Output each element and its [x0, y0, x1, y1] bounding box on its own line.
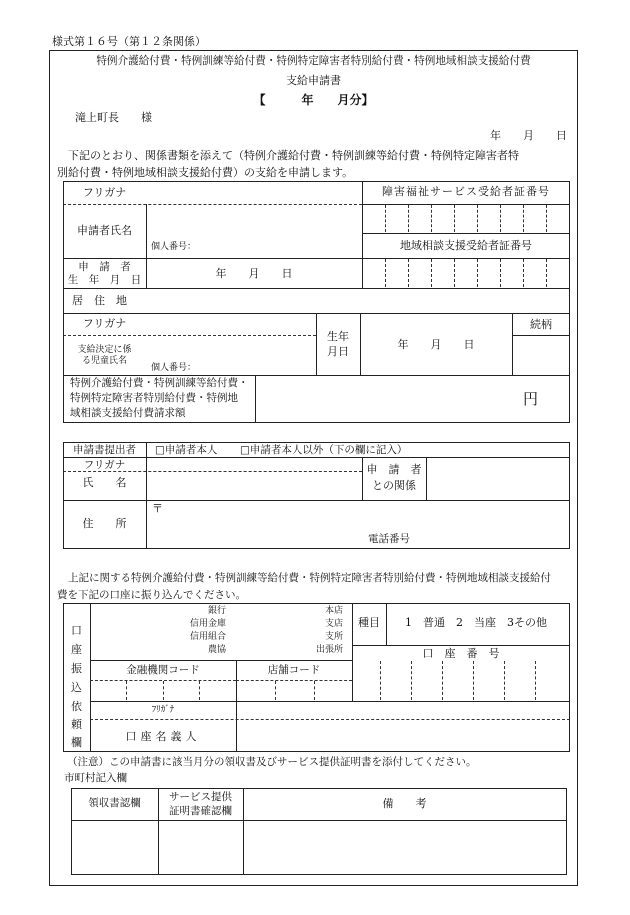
child-name-label-2: る児童氏名: [81, 356, 127, 366]
postal-mark: 〒: [152, 502, 163, 515]
submitter-option-other[interactable]: □申請者本人以外（下の欄に記入）: [240, 444, 408, 456]
submitter-label: 申請書提出者: [73, 444, 136, 456]
intro-line-1: 下記のとおり、関係書類を添えて（特例介護給付費・特例訓練等給付費・特例特定障害者特: [68, 149, 519, 162]
amount-label-2: 特例特定障害者特別給付費・特例地: [70, 392, 238, 404]
applicant-birth-date: 年 月 日: [215, 267, 293, 280]
bank-side-label-3: 振: [71, 662, 82, 675]
applicant-birth-label-1: 申 請 者: [78, 261, 131, 273]
title-line-1: 特例介護給付費・特例訓練等給付費・特例特定障害者特別給付費・特例地域相談支援給付費: [96, 55, 531, 67]
amount-label-1: 特例介護給付費・特例訓練等給付費・: [70, 377, 249, 389]
service-cert-check-col-2: 証明書確認欄: [169, 805, 232, 817]
month-bracket: 【 年 月分】: [253, 93, 374, 107]
branch-type-sub: 出張所: [316, 645, 344, 655]
submitter-name-label: 氏 名: [82, 476, 127, 489]
frame-bottom: [49, 885, 578, 886]
holder-label: 口座名義人: [125, 730, 201, 743]
applicant-name-label: 申請者氏名: [77, 224, 132, 237]
child-birth-label-2: 月日: [327, 345, 349, 358]
applicant-mynumber-label: 個人番号：: [151, 242, 197, 252]
child-furigana-label: フリガナ: [82, 317, 127, 330]
branch-type-branch: 支店: [325, 619, 344, 629]
child-birth-label-1: 生年: [327, 330, 349, 343]
bank-side-label-1: 口: [71, 624, 82, 637]
institution-type-nokyo: 農協: [208, 645, 227, 655]
bank-side-label-6: 頼: [71, 718, 82, 731]
applicant-birth-label-2: 生 年 月 日: [67, 274, 142, 286]
remarks-col: 備 考: [382, 797, 427, 810]
bank-side-label-4: 込: [71, 681, 82, 694]
submitter-option-self[interactable]: □申請者本人: [155, 444, 218, 456]
form-number: 様式第１６号（第１２条関係）: [52, 35, 206, 48]
branch-code-label: 店舗コード: [267, 664, 321, 676]
child-birth-date: 年 月 日: [397, 338, 475, 351]
holder-furigana-label: ﾌﾘｶﾞﾅ: [151, 705, 175, 715]
bank-intro-line-2: 費を下記の口座に振り込んでください。: [57, 589, 246, 601]
bank-side-label-2: 座: [71, 643, 82, 656]
title-line-2: 支給申請書: [286, 74, 341, 87]
submitter-furigana-label: フリガナ: [83, 459, 126, 471]
application-date: 年 月 日: [490, 129, 567, 142]
institution-type-shinkin: 信用金庫: [190, 619, 227, 629]
receipt-check-col: 領収書認欄: [88, 797, 141, 809]
frame-top: [49, 50, 578, 51]
account-type-label: 種目: [358, 616, 380, 629]
account-type-options: 1 普通 2 当座 3その他: [405, 616, 547, 629]
institution-type-bank: 銀行: [208, 606, 227, 616]
amount-yen-unit: 円: [523, 390, 539, 408]
submitter-relation-label-2: との関係: [372, 479, 416, 492]
intro-line-2: 別給付費・特例地域相談支援給付費）の支給を申請します。: [57, 166, 354, 179]
frame-left: [49, 50, 50, 886]
institution-code-label: 金融機関コード: [126, 664, 200, 676]
applicant-furigana-label: フリガナ: [82, 186, 127, 199]
phone-label: 電話番号: [368, 533, 410, 545]
service-cert-number-label: 障害福祉サービス受給者証番号: [382, 185, 550, 198]
attachment-note: （注意）この申請書に該当月分の領収書及びサービス提供証明書を添付してください。: [67, 756, 477, 768]
child-mynumber-label: 個人番号：: [151, 363, 197, 373]
municipal-title: 市町村記入欄: [64, 772, 127, 784]
institution-type-shinkumi: 信用組合: [190, 632, 227, 642]
community-cert-number-label: 地域相談支援受給者証番号: [400, 239, 532, 252]
account-number-label: 口 座 番 号: [422, 647, 500, 660]
child-relation-label: 続柄: [530, 318, 552, 331]
frame-right: [577, 50, 578, 886]
address-label: 居 住 地: [72, 294, 127, 307]
bank-side-label-5: 依: [71, 700, 82, 713]
child-name-label-1: 支給決定に係: [77, 345, 132, 355]
bank-side-label-7: 欄: [71, 736, 82, 749]
branch-type-head: 本店: [325, 606, 344, 616]
service-cert-check-col-1: サービス提供: [169, 791, 232, 803]
addressee: 滝上町長 様: [75, 111, 152, 124]
amount-label-3: 域相談支援給付費請求額: [70, 407, 186, 419]
bank-intro-line-1: 上記に関する特例介護給付費・特例訓練等給付費・特例特定障害者特別給付費・特例地域相談支援給付: [68, 572, 551, 584]
submitter-relation-label-1: 申 請 者: [366, 463, 422, 476]
branch-type-office: 支所: [325, 632, 344, 642]
submitter-address-label: 住 所: [82, 517, 127, 530]
